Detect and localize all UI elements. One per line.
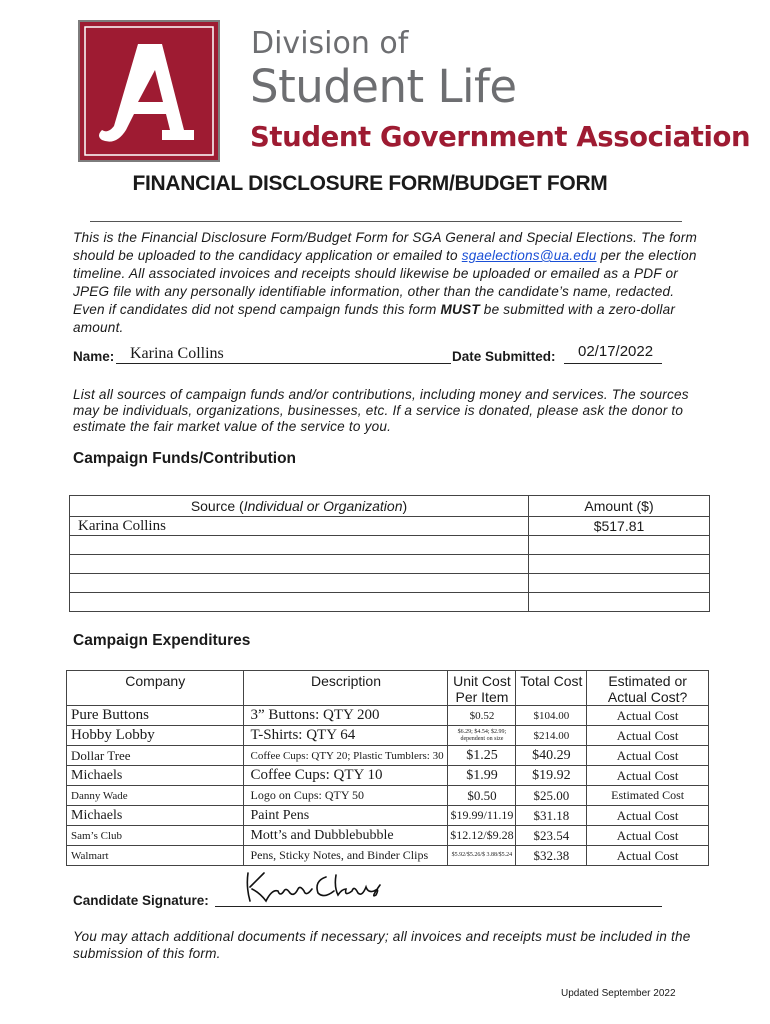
intro-text-1: This is the Financial Disclosure Form/Budget Form for SGA General and Special Elections. The form should be uploaded to the candidacy application or emailed to [73,230,698,263]
date-field[interactable]: 02/17/2022 [578,343,654,360]
company-cell[interactable]: Michaels [67,806,244,826]
funds-header-row [70,496,710,517]
total-cost-cell[interactable]: $19.92 [516,766,587,786]
date-label: Date Submitted: [452,349,556,364]
table-row [70,593,710,612]
table-row [67,746,709,766]
table-row [70,574,710,593]
source-cell[interactable] [70,593,529,612]
company-cell[interactable]: Walmart [67,846,244,866]
amount-cell[interactable] [529,593,710,612]
estimated-actual-cell[interactable]: Actual Cost [587,826,709,846]
closing-note: You may attach additional documents if necessary; all invoices and receipts must be included in the submission of this form. [73,929,691,961]
description-cell[interactable]: Mott’s and Dubblebubble [244,826,448,846]
source-cell[interactable] [70,574,529,593]
expenditures-table [66,670,709,866]
expenditures-heading: Campaign Expenditures [73,632,251,649]
university-logo [78,20,220,162]
estimated-actual-cell[interactable]: Actual Cost [587,726,709,746]
table-row [70,517,710,536]
table-row [67,726,709,746]
unit-cost-cell[interactable]: $0.50 [448,786,516,806]
description-cell[interactable]: Pens, Sticky Notes, and Binder Clips [244,846,448,866]
total-cost-cell[interactable]: $25.00 [516,786,587,806]
total-cost-column-header: Total Cost [516,671,587,706]
name-label: Name: [73,349,115,364]
list-instructions: List all sources of campaign funds and/or contributions, including money and services. The sources may be individuals, organizations, businesses, etc. If a service is donated, please ask the donor to estimate the fair market value of the service to you. [73,387,689,434]
company-cell[interactable]: Hobby Lobby [67,726,244,746]
unit-cost-cell[interactable]: $5.92/$5.26/$ 3.88/$5.24 [448,846,516,866]
date-field-line [564,363,662,364]
name-field[interactable]: Karina Collins [130,345,224,362]
expenditures-header-row [67,671,709,706]
company-cell[interactable]: Dollar Tree [67,746,244,766]
total-cost-cell[interactable]: $104.00 [516,706,587,726]
description-cell[interactable]: 3” Buttons: QTY 200 [244,706,448,726]
table-row [67,786,709,806]
estimated-actual-cell[interactable]: Actual Cost [587,746,709,766]
source-cell[interactable] [70,555,529,574]
sga-text: Student Government Association [250,121,751,153]
total-cost-cell[interactable]: $31.18 [516,806,587,826]
source-cell[interactable]: Karina Collins [70,517,529,536]
total-cost-cell[interactable]: $32.38 [516,846,587,866]
table-row [67,766,709,786]
description-column-header: Description [244,671,448,706]
estimated-actual-cell[interactable]: Actual Cost [587,706,709,726]
university-a-logo-icon [80,22,218,160]
estimated-actual-cell[interactable]: Estimated Cost [587,786,709,806]
source-column-header: Source (Individual or Organization) [70,496,529,517]
estimated-actual-cell[interactable]: Actual Cost [587,806,709,826]
form-title: FINANCIAL DISCLOSURE FORM/BUDGET FORM [132,172,608,195]
intro-text-2: per the election timeline. All associated invoices and receipts should likewise be uploaded or emailed as a PDF or JPEG file with any personally identifiable information, other than the candidate’s name, redacted. Even if candidates did not spend campaign funds this form [73,248,697,317]
estimated-actual-cell[interactable]: Actual Cost [587,766,709,786]
company-cell[interactable]: Danny Wade [67,786,244,806]
total-cost-cell[interactable]: $214.00 [516,726,587,746]
unit-cost-cell[interactable]: $0.52 [448,706,516,726]
company-cell[interactable]: Michaels [67,766,244,786]
signature-drawing [240,867,390,907]
table-row [70,536,710,555]
table-row [70,555,710,574]
unit-cost-cell[interactable]: $19.99/11.19 [448,806,516,826]
description-cell[interactable]: Paint Pens [244,806,448,826]
table-row [67,806,709,826]
unit-cost-cell[interactable]: $6.29; $4.54; $2.99; dependent on size [448,726,516,746]
estimated-actual-column-header: Estimated or Actual Cost? [587,671,709,706]
description-cell[interactable]: Coffee Cups: QTY 20; Plastic Tumblers: 30 [244,746,448,766]
handwritten-signature[interactable] [240,867,390,912]
company-column-header: Company [67,671,244,706]
email-link[interactable]: sgaelections@ua.edu [461,248,597,263]
funds-heading: Campaign Funds/Contribution [73,450,297,467]
unit-cost-column-header: Unit Cost Per Item [448,671,516,706]
intro-must: MUST [440,302,480,317]
description-cell[interactable]: Coffee Cups: QTY 10 [244,766,448,786]
signature-label: Candidate Signature: [73,893,209,908]
total-cost-cell[interactable]: $40.29 [516,746,587,766]
updated-date: Updated September 2022 [561,988,676,999]
amount-cell[interactable] [529,574,710,593]
company-cell[interactable]: Sam’s Club [67,826,244,846]
amount-cell[interactable]: $517.81 [529,517,710,536]
intro-text-3: be submitted with a zero-dollar amount. [73,302,676,335]
company-cell[interactable]: Pure Buttons [67,706,244,726]
intro-paragraph [73,229,698,337]
division-of-text: Division of [251,26,409,61]
title-divider [90,221,682,222]
table-row [67,846,709,866]
estimated-actual-cell[interactable]: Actual Cost [587,846,709,866]
table-row [67,706,709,726]
unit-cost-cell[interactable]: $12.12/$9.28 [448,826,516,846]
funds-table [69,495,710,612]
unit-cost-cell[interactable]: $1.25 [448,746,516,766]
description-cell[interactable]: Logo on Cups: QTY 50 [244,786,448,806]
description-cell[interactable]: T-Shirts: QTY 64 [244,726,448,746]
amount-cell[interactable] [529,555,710,574]
table-row [67,826,709,846]
amount-column-header: Amount ($) [529,496,710,517]
student-life-text: Student Life [250,60,517,113]
unit-cost-cell[interactable]: $1.99 [448,766,516,786]
name-field-line [116,363,451,364]
amount-cell[interactable] [529,536,710,555]
source-cell[interactable] [70,536,529,555]
total-cost-cell[interactable]: $23.54 [516,826,587,846]
